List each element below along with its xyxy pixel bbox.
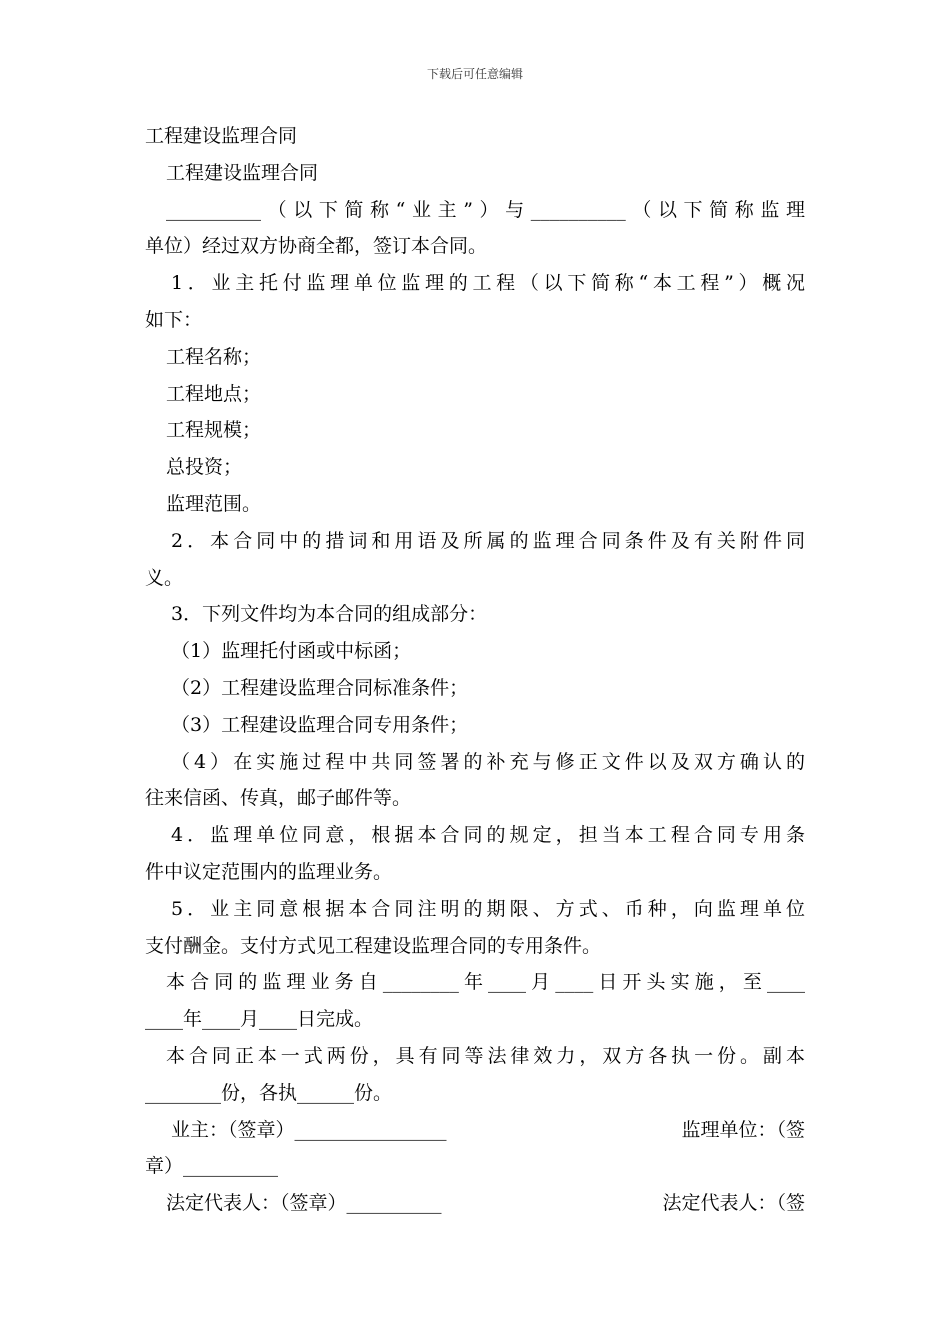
total-investment-item: 总投资； xyxy=(166,456,243,479)
supervisor-representative-field: 法定代表人：（签 xyxy=(662,1192,805,1215)
signature-row-owner xyxy=(145,1112,805,1149)
clause-1-line: 1．业主托付监理单位监理的工程（以下简称“本工程”）概况 xyxy=(171,272,805,295)
signature-row-representative xyxy=(145,1185,805,1222)
document-list-item: （2）工程建设监理合同标准条件； xyxy=(171,676,469,699)
project-location-item: 工程地点； xyxy=(166,382,262,405)
document-subtitle: 工程建设监理合同 xyxy=(166,161,319,184)
clause-5-line: 支付酬金。支付方式见工程建设监理合同的专用条件。 xyxy=(145,934,602,957)
clause-2-line: 义。 xyxy=(145,566,184,589)
document-list-item: （3）工程建设监理合同专用条件； xyxy=(171,713,469,736)
owner-representative-field: 法定代表人：（签章）__________ xyxy=(166,1192,442,1215)
owner-signature-field: 业主：（签章）________________ xyxy=(171,1118,447,1141)
clause-5-line: 5．业主同意根据本合同注明的期限、方式、币种，向监理单位 xyxy=(171,897,805,920)
document-list-item: （4）在实施过程中共同签署的补充与修正文件以及双方确认的 xyxy=(171,750,805,773)
supervision-scope-item: 监理范围。 xyxy=(166,492,262,515)
project-name-item: 工程名称； xyxy=(166,345,262,368)
clause-4-line: 4．监理单位同意，根据本合同的规定，担当本工程合同专用条 xyxy=(171,824,805,847)
term-line: 本合同的监理业务自________年____月____日开头实施，至____ xyxy=(166,971,805,994)
paragraph-line: __________（以下简称“业主”）与__________（以下简称监理 xyxy=(166,198,805,221)
document-title: 工程建设监理合同 xyxy=(145,125,298,147)
clause-4-line: 件中议定范围内的监理业务。 xyxy=(145,860,393,883)
document-list-item: 往来信函、传真，邮子邮件等。 xyxy=(145,787,412,810)
copies-line: 本合同正本一式两份，具有同等法律效力，双方各执一份。副本 xyxy=(166,1044,805,1067)
supervisor-signature-field: 监理单位：（签 xyxy=(681,1118,805,1141)
term-line: ____年____月____日完成。 xyxy=(145,1008,374,1031)
clause-1-line: 如下： xyxy=(145,308,203,331)
copies-line: ________份，各执______份。 xyxy=(145,1081,393,1104)
paragraph-line: 单位）经过双方协商全都，签订本合同。 xyxy=(145,235,488,258)
clause-3-line: 3．下列文件均为本合同的组成部分： xyxy=(171,603,488,626)
clause-2-line: 2．本合同中的措词和用语及所属的监理合同条件及有关附件同 xyxy=(171,529,805,552)
supervisor-signature-continued: 章）__________ xyxy=(145,1155,279,1178)
document-list-item: （1）监理托付函或中标函； xyxy=(171,640,412,663)
project-scale-item: 工程规模； xyxy=(166,419,262,442)
document-body xyxy=(145,118,805,1222)
header-note: 下载后可任意编辑 xyxy=(426,67,523,81)
